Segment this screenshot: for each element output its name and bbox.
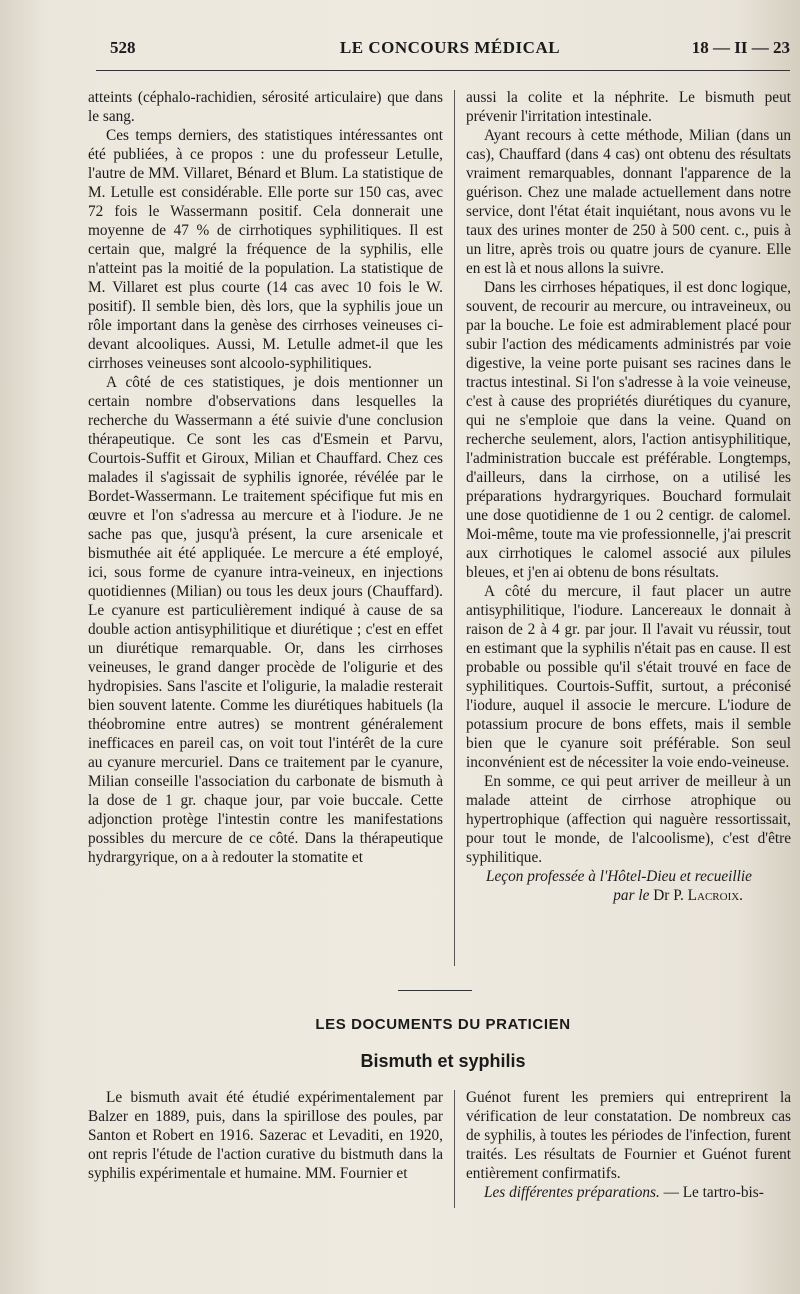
article-right-column [466,1088,791,1202]
paragraph: En somme, ce qui peut arriver de meilleur à un malade atteint de cirrhose atrophique ou hypertrophique (affection qui naguère ressortissait, pour tout le monde, de l'alcoolisme), c'est d'être syphilitique. [466,773,791,866]
paragraph: Guénot furent les premiers qui entreprirent la vérification de leur constatation. De nombreux cas de syphilis, à toutes les périodes de l'infection, furent traités. Les résultats de Fournier et Guénot furent entièrement confirmatifs. [466,1089,791,1182]
page-number: 528 [110,38,136,57]
article-left-column [88,1088,443,1183]
section-title: LES DOCUMENTS DU PRATICIEN [315,1016,571,1033]
subheading-title: Les différentes préparations. [484,1184,660,1201]
issue-date: 18 — II — 23 [691,38,790,57]
journal-title: LE CONCOURS MÉDICAL [339,38,561,57]
signature-author [466,886,791,905]
paragraph: Dans les cirrhoses hépatiques, il est donc logique, souvent, de recourir au mercure, ou intraveineux, ou par la bouche. Le foie est admirablement placé pour subir l'action des médicaments administrés par voie digestive, la veine porte puisant ses racines dans le tractus intestinal. Si l'on s'adresse à la voie veineuse, c'est à cause des propriétés diurétiques du cyanure, qui ne s'emploie que dans la veine. Quand on recherche seulement, alors, l'action antisyphilitique, l'administration buccale est préférable. Longtemps, d'ailleurs, dans la cirrhose, on a utilisé les préparations hydrargyriques. Bouchard formulait une dose quotidienne de 1 ou 2 centigr. de calomel. Moi-même, toute ma vie professionnelle, j'ai prescrit aux cirrhotiques le calomel associé aux pilules bleues, et j'en ai obtenu de bons résultats. [466,279,791,581]
page-header [110,38,790,68]
header-rule [96,70,790,71]
article-title: Bismuth et syphilis [360,1051,526,1071]
right-column [466,88,791,905]
subheading-text: — Le tartro-bis- [659,1184,764,1201]
paragraph: aussi la colite et la néphrite. Le bismuth peut prévenir l'irritation intestinale. [466,89,791,125]
subheading [466,1183,791,1202]
section-separator [398,990,472,991]
signature-title: Dr [653,887,670,904]
paragraph: A côté de ces statistiques, je dois mentionner un certain nombre d'observations dans lesquelles la recherche du Wassermann a été suivie d'une conclusion thérapeutique. Ce sont les cas d'Esmein et Parvu, Courtois-Suffit et Giroux, Milian et Chauffard. Chez ces malades il s'agissait de syphilis ignorée, révélée par le Bordet-Wassermann. Le traitement spécifique fut mis en œuvre et l'on s'adressa au mercure et à l'iodure. Je ne sache pas que, jusqu'à présent, la cure arsenicale et bismuthée ait été appliquée. Le mercure a été employé, ici, sous forme de cyanure intra-veineux, en injections quotidiennes (Milian) ou tous les deux jours (Chauffard). Le cyanure est particulièrement indiqué à cause de sa double action antisyphilitique et diurétique ; c'est en effet un diurétique remarquable. Or, dans les cirrhoses veineuses, le grand danger procède de l'oligurie et des hydropisies. Sans l'ascite et l'oligurie, la maladie resterait bien souvent latente. Comme les diurétiques habituels (la théobromine entre autres) se montrent généralement inefficaces en pareil cas, on voit tout l'intérêt de la cure au cyanure mercuriel. Dans ce traitement par le cyanure, Milian conseille l'association du carbonate de bismuth à la dose de 1 gr. chaque jour, par voie buccale. Cette adjonction protège l'intestin contre les manifestations possibles du mercure de ce côté. Dans la thérapeutique hydrargyrique, on a à redouter la stomatite et [88,374,443,866]
paragraph: A côté du mercure, il faut placer un autre antisyphilitique, l'iodure. Lancereaux le donnait à raison de 2 à 4 gr. par jour. Il l'avait vu réussir, tout en estimant que la syphilis n'était pas en cause. Il est probable ou possible qu'il s'était trouvé en face de syphilitiques. Courtois-Suffit, surtout, a préconisé l'iodure, auquel il associe le mercure. L'iodure de potassium procure de bons effets, mais il semble bien que le cyanure soit préférable. Son seul inconvénient est de nécessiter la voie endo-veineuse. [466,583,791,771]
left-column [88,88,443,867]
signature-prefix: par le [613,887,650,904]
column-divider [454,90,455,966]
column-divider [454,1090,455,1208]
paragraph: atteints (céphalo-rachidien, sérosité articulaire) que dans le sang. [88,89,443,125]
paragraph: Le bismuth avait été étudié expérimentalement par Balzer en 1889, puis, dans la spirillose des poules, par Santon et Robert en 1916. Sazerac et Levaditi, en 1920, ont repris l'étude de l'action curative du bistmuth dans la syphilis expérimentale et humaine. MM. Fournier et [88,1089,443,1182]
signature-name: P. Lacroix. [673,887,743,904]
signature-line: Leçon professée à l'Hôtel-Dieu et recueillie [486,868,752,885]
paragraph: Ayant recours à cette méthode, Milian (dans un cas), Chauffard (dans 4 cas) ont obtenu des résultats vraiment remarquables, donnant l'apparence de la guérison. Chez une malade actuellement dans notre service, dont l'état était inquiétant, nous avons vu le taux des urines monter de 250 à 500 cent. c., puis à un litre, après trois ou quatre jours de cyanure. Elle en est là et nous allons la suivre. [466,127,791,277]
paragraph: Ces temps derniers, des statistiques intéressantes ont été publiées, à ce propos : une du professeur Letulle, l'autre de MM. Villaret, Bénard et Blum. La statistique de M. Letulle est considérable. Elle porte sur 150 cas, avec 72 fois le Wassermann positif. Cela donnerait une moyenne de 47 % de cirrhotiques syphilitiques. Il est certain que, malgré la fréquence de la syphilis, elle n'atteint pas la moitié de la population. La statistique de M. Villaret est plus courte (14 cas avec 10 fois le W. positif). Il semble bien, dès lors, que la syphilis joue un rôle important dans la genèse des cirrhoses veineuses ci-devant alcooliques. Aussi, M. Letulle admet-il que les cirrhoses veineuses sont alcoolo-syphilitiques. [88,127,443,372]
